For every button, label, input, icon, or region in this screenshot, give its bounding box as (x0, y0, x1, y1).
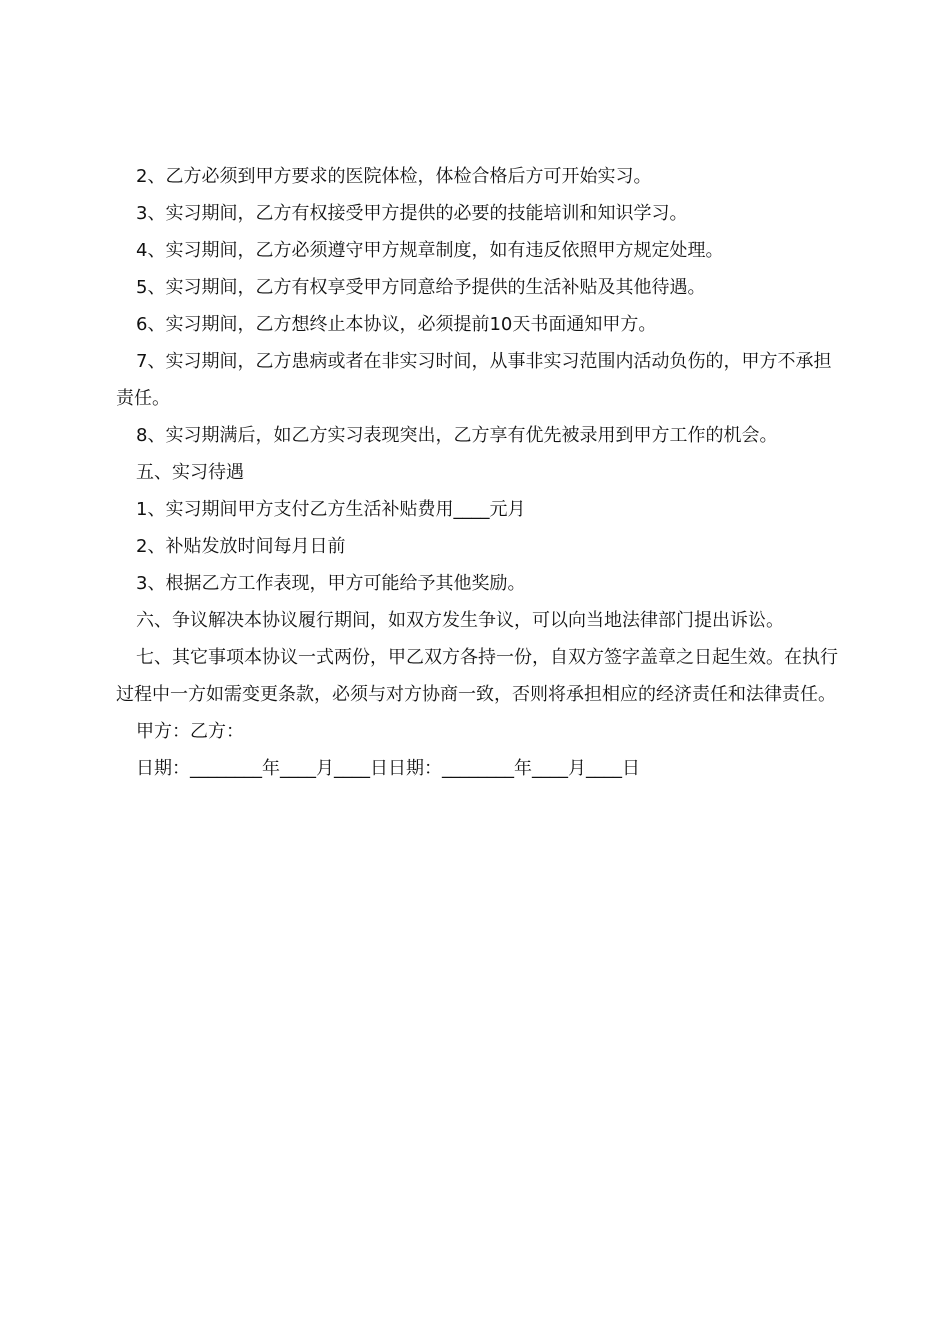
document-body (116, 158, 838, 787)
pay-clause-2-payment-date: 2、补贴发放时间每月日前 (136, 536, 346, 557)
clause-7-liability: 7、实习期间，乙方患病或者在非实习时间，从事非实习范围内活动负伤的，甲方不承担责任。 (116, 351, 832, 409)
section-dispute-resolution: 六、争议解决本协议履行期间，如双方发生争议，可以向当地法律部门提出诉讼。 (136, 610, 784, 631)
clause-5-benefits: 5、实习期间，乙方有权享受甲方同意给予提供的生活补贴及其他待遇。 (136, 277, 706, 298)
clause-3-training: 3、实习期间，乙方有权接受甲方提供的必要的技能培训和知识学习。 (136, 203, 688, 224)
date-signature-line: 日期：________年____月____日日期：________年____月____日 (136, 758, 640, 779)
clause-8-priority-hiring: 8、实习期满后，如乙方实习表现突出，乙方享有优先被录用到甲方工作的机会。 (136, 425, 778, 446)
clause-6-termination: 6、实习期间，乙方想终止本协议，必须提前10天书面通知甲方。 (136, 314, 657, 335)
clause-2-health-check: 2、乙方必须到甲方要求的医院体检，体检合格后方可开始实习。 (136, 166, 652, 187)
section-heading-internship-pay: 五、实习待遇 (136, 462, 244, 483)
party-signature-line: 甲方：乙方： (136, 721, 244, 742)
section-other-matters: 七、其它事项本协议一式两份，甲乙双方各持一份，自双方签字盖章之日起生效。在执行过程中一方如需变更条款，必须与对方协商一致，否则将承担相应的经济责任和法律责任。 (116, 647, 838, 705)
pay-clause-3-rewards: 3、根据乙方工作表现，甲方可能给予其他奖励。 (136, 573, 526, 594)
clause-4-rules: 4、实习期间，乙方必须遵守甲方规章制度，如有违反依照甲方规定处理。 (136, 240, 724, 261)
pay-clause-1-subsidy: 1、实习期间甲方支付乙方生活补贴费用____元月 (136, 499, 526, 520)
